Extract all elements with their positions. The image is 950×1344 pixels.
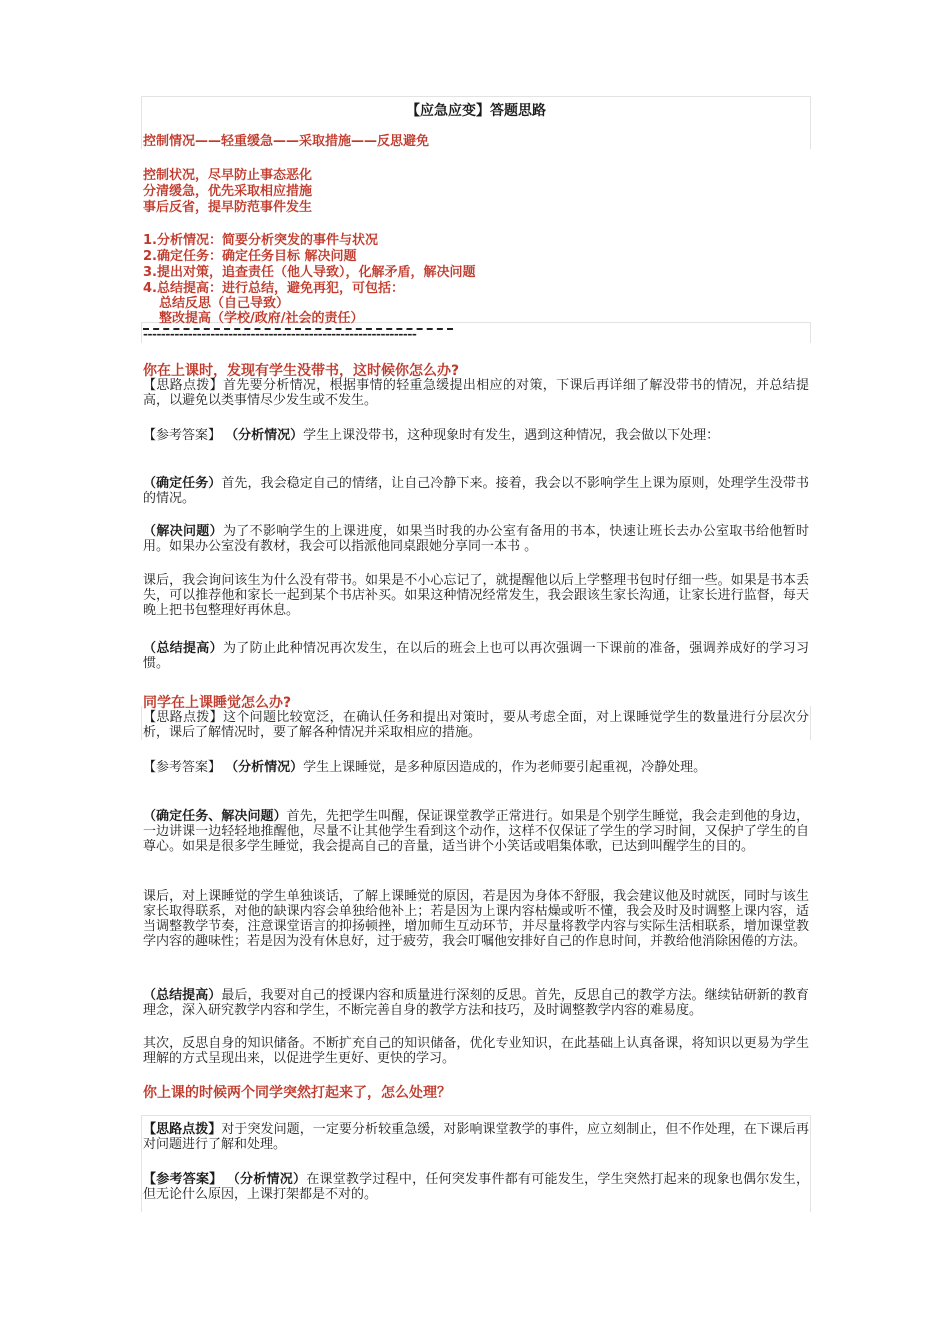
flow-line: 控制情况——轻重缓急——采取措施——反思避免 <box>143 134 430 149</box>
q1-solve-text: 为了不影响学生的上课进度，如果当时我的办公室有备用的书本，快速让班长去办公室取书给他暂时用。如果办公室没有教材，我会可以指派他同桌跟她分享同一本书 。 <box>143 524 809 554</box>
step-4a: 总结反思（自己导致） <box>159 296 290 311</box>
q3-hint-label: 【思路点拨】 <box>143 1122 222 1137</box>
q3-analysis <box>143 1172 809 1202</box>
principle-1: 控制状况，尽早防止事态恶化 <box>143 168 313 183</box>
q1-after: 课后，我会询问该生为什么没有带书。如果是不小心忘记了，就提醒他以后上学整理书包时仔细一些。如果是书本丢失，可以推荐他和家长一起到某个书店补买。如果这种情况经常发生，我会跟该生家长沟通，让家长进行监督，每天晚上把书包整理好再休息。 <box>143 573 809 618</box>
q3-question: 你上课的时候两个同学突然打起来了，怎么处理？ <box>143 1085 451 1101</box>
q2-after: 课后，对上课睡觉的学生单独谈话，了解上课睡觉的原因，若是因为身体不舒服，我会建议他及时就医，同时与该生家长取得联系，对他的缺课内容会单独给他补上；若是因为上课内容枯燥或听不懂，我会及时及时调整上课内容，适当调整教学节奏，注意课堂语言的抑扬顿挫，增加师生互动环节，并尽量将教学内容与实际生活相联系，增加课堂教学内容的趣味性；若是因为没有休息好，过于疲劳，我会叮嘱他安排好自己的作息时间，并教给他消除困倦的方法。 <box>143 889 809 949</box>
q1-analysis-label: （分析情况） <box>225 428 304 443</box>
q1-summary-text: 为了防止此种情况再次发生，在以后的班会上也可以再次强调一下课前的准备，强调养成好的学习习惯。 <box>143 641 809 671</box>
q2-hint-text: 这个问题比较宽泛，在确认任务和提出对策时，要从考虑全面，对上课睡觉学生的数量进行分层次分析，课后了解情况时，要了解各种情况并采取相应的措施。 <box>143 710 809 740</box>
q2-summary-2: 其次，反思自身的知识储备。不断扩充自己的知识储备，优化专业知识，在此基础上认真备课，将知识以更易为学生理解的方式呈现出来，以促进学生更好、更快的学习。 <box>143 1036 809 1066</box>
q3-analysis-label: （分析情况） <box>226 1172 307 1187</box>
q3-analysis-text: 在课堂教学过程中，任何突发事件都有可能发生，学生突然打起来的现象也偶尔发生，但无论什么原因，上课打架都是不对的。 <box>143 1172 809 1202</box>
step-1: 1.分析情况：简要分析突发的事件与状况 <box>143 233 378 248</box>
q1-answer-label: 【参考答案】 <box>143 428 222 443</box>
q1-hint <box>143 378 809 408</box>
q2-analysis-text: 学生上课睡觉，是多种原因造成的，作为老师要引起重视，冷静处理。 <box>303 760 707 775</box>
q2-task-label: （确定任务、解决问题） <box>143 809 287 824</box>
separator-dashes: ------------------------------------------------------------- <box>143 327 417 341</box>
q2-task <box>143 809 809 854</box>
q2-question: 同学在上课睡觉怎么办? <box>143 695 292 711</box>
step-2: 2.确定任务：确定任务目标 解决问题 <box>143 249 357 264</box>
q1-summary-label: （总结提高） <box>143 641 223 656</box>
q1-question: 你在上课时，发现有学生没带书，这时候你怎么办? <box>143 363 460 379</box>
q2-summary-label: （总结提高） <box>143 988 222 1003</box>
q1-summary <box>143 641 809 671</box>
q2-summary-text: 最后，我要对自己的授课内容和质量进行深刻的反思。首先，反思自己的教学方法。继续钻研新的教育理念，深入研究教学内容和学生，不断完善自身的教学方法和技巧，及时调整教学内容的难易度。 <box>143 988 809 1018</box>
q2-answer-label: 【参考答案】 <box>143 760 222 775</box>
q1-analysis-text: 学生上课没带书，这种现象时有发生，遇到这种情况，我会做以下处理： <box>303 428 720 443</box>
q1-solve <box>143 524 809 554</box>
principle-2: 分清缓急，优先采取相应措施 <box>143 184 313 199</box>
q2-summary <box>143 988 809 1018</box>
q3-answer-label: 【参考答案】 <box>143 1172 223 1187</box>
q1-hint-text: 首先要分析情况，根据事情的轻重急缓提出相应的对策，下课后再详细了解没带书的情况，并总结提高，以避免以类事情尽少发生或不发生。 <box>143 378 809 408</box>
principle-3: 事后反省，提早防范事件发生 <box>143 200 313 215</box>
q1-task-text: 首先，我会稳定自己的情绪，让自己冷静下来。接着，我会以不影响学生上课为原则，处理学生没带书的情况。 <box>143 476 809 506</box>
step-3: 3.提出对策，追查责任（他人导致），化解矛盾，解决问题 <box>143 265 476 280</box>
q1-task-label: （确定任务） <box>143 476 222 491</box>
q2-analysis-label: （分析情况） <box>225 760 304 775</box>
q1-solve-label: （解决问题） <box>143 524 223 539</box>
q2-hint-label: 【思路点拨】 <box>143 710 223 725</box>
q2-hint <box>143 710 809 740</box>
q3-hint-text: 对于突发问题，一定要分析较重急缓，对影响课堂教学的事件，应立刻制止，但不作处理，在下课后再对问题进行了解和处理。 <box>143 1122 809 1152</box>
q2-analysis <box>143 760 809 775</box>
step-4b: 整改提高（学校/政府/社会的责任） <box>159 311 364 326</box>
page-title: 【应急应变】答题思路 <box>406 103 546 119</box>
q1-analysis <box>143 428 809 443</box>
q2-task-text: 首先，先把学生叫醒，保证课堂教学正常进行。如果是个别学生睡觉，我会走到他的身边，一边讲课一边轻轻地推醒他，尽量不让其他学生看到这个动作，这样不仅保证了学生的学习时间，又保护了学生的自尊心。如果是很多学生睡觉，我会提高自己的音量，适当讲个小笑话或唱集体歌，已达到叫醒学生的目的。 <box>143 809 809 854</box>
q3-hint <box>143 1122 809 1152</box>
step-4: 4.总结提高：进行总结，避免再犯，可包括： <box>143 281 404 296</box>
q1-task <box>143 476 809 506</box>
q1-hint-label: 【思路点拨】 <box>143 378 223 393</box>
